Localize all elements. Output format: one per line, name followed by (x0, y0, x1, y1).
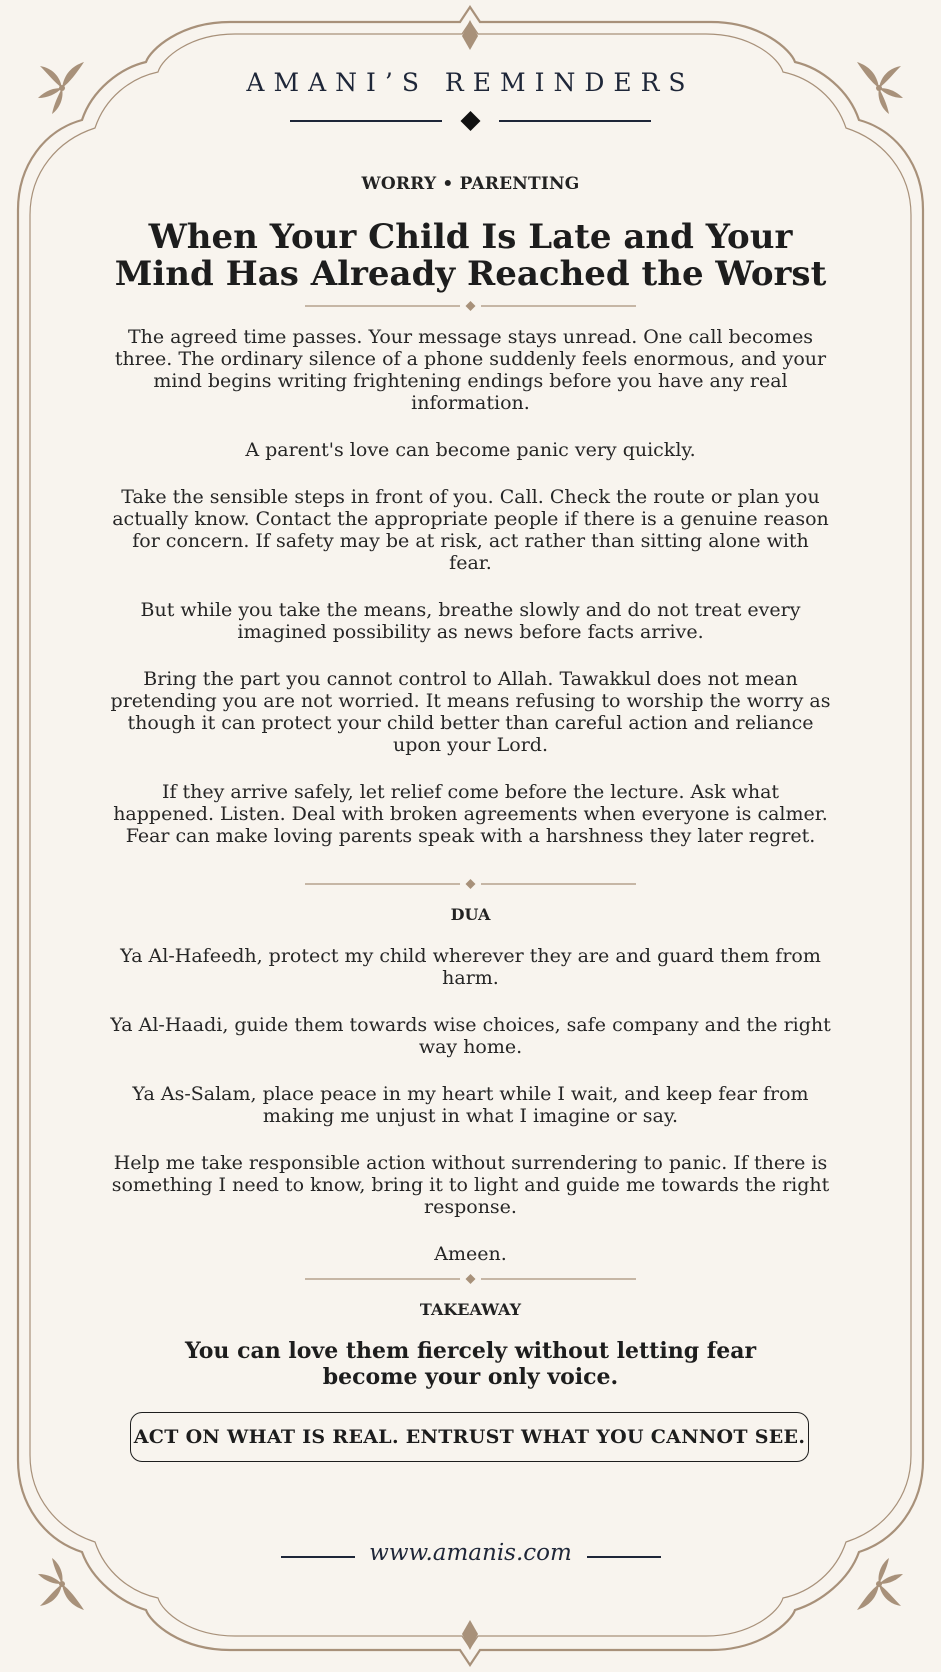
section-divider (305, 877, 636, 891)
dua-line: Ya Al-Haadi, guide them towards wise choices, safe company and the right way home. (110, 1014, 831, 1058)
callout-text: ACT ON WHAT IS REAL. ENTRUST WHAT YOU CANNOT SEE. (133, 1426, 806, 1448)
dua-line: Ya As-Salam, place peace in my heart while I wait, and keep fear from making me unjust in what I imagine or say. (132, 1083, 809, 1127)
body-paragraph: If they arrive safely, let relief come before the lecture. Ask what happened. Listen. Deal with broken agreements when everyone is calmer. Fear can make loving parents speak with a harshness they later regret. (113, 781, 828, 847)
dua-heading: DUA (450, 905, 491, 924)
dua-section (110, 945, 831, 1290)
dua-line: Ya Al-Hafeedh, protect my child wherever they are and guard them from harm. (120, 945, 821, 989)
takeaway-text: You can love them fiercely without letting fear become your only voice. (184, 1338, 757, 1390)
takeaway-heading: TAKEAWAY (419, 1300, 522, 1319)
footer-line-right (587, 1556, 661, 1558)
body-paragraph: But while you take the means, breathe slowly and do not treat every imagined possibility as news before facts arrive. (140, 599, 801, 643)
section-divider (305, 1272, 636, 1286)
body-paragraph: Take the sensible steps in front of you. Call. Check the route or plan you actually know. Contact the appropriate people if there is a genuine reason for concern. If safety may be at risk, act rather than sitting alone with fear. (112, 486, 829, 574)
dua-line: Ameen. (434, 1243, 507, 1265)
footer-website[interactable]: www.amanis.com (369, 1540, 572, 1566)
brand-title: AMANI’S REMINDERS (246, 68, 695, 97)
dua-line: Help me take responsible action without surrendering to panic. If there is something I need to know, bring it to light and guide me towards the right response. (111, 1152, 830, 1218)
body-paragraph: A parent's love can become panic very quickly. (245, 439, 696, 461)
body-paragraph: Bring the part you cannot control to Allah. Tawakkul does not mean pretending you are not worried. It means refusing to worship the worry as though it can protect your child better than careful action and reliance upon your Lord. (110, 668, 831, 756)
body-paragraph: The agreed time passes. Your message stays unread. One call becomes three. The ordinary silence of a phone suddenly feels enormous, and your mind begins writing frightening endings before you have any real information. (114, 326, 827, 414)
brand-divider (290, 108, 651, 134)
section-divider (305, 299, 636, 313)
category-label: WORRY • PARENTING (361, 174, 580, 194)
article-body (110, 326, 831, 872)
callout-box (130, 1412, 809, 1462)
page-title: When Your Child Is Late and Your Mind Has Already Reached the Worst (114, 217, 827, 294)
